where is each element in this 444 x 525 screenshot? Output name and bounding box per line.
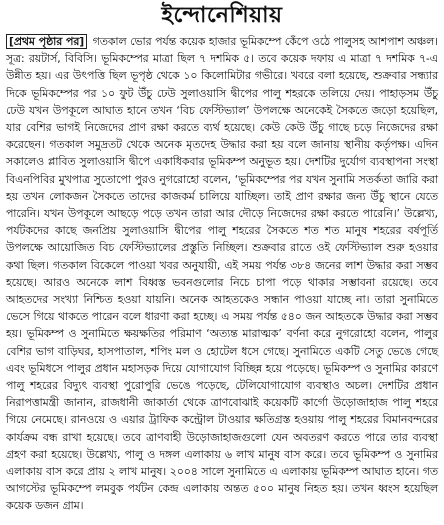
article-paragraph: গতকাল বিকেলে পাওয়া খবর অনুযায়ী, এই সময় পর্যন্ত ৩৮৪ জনের লাশ উদ্ধার করা সম্ভব হয়েছে। আরও অনেকে লাশ বিধ্বস্ত ভবনগুলোর নিচে চাপা পড়ে থাকার সম্ভাবনা রয়েছে। তবে আহতদের সংখ্যা নিশ্চিত হওয়া যায়নি। অনেক আহতকেও সন্ধান পাওয়া যাচ্ছে না। তারা সুনামিতে ভেসে গিয়ে থাকতে পারেন বলে ধারণা করা হচ্ছে। এ সময় পর্যন্ত ৫৪০ জন আহতকে উদ্ধার করা সম্ভব হয়। — [6, 258, 438, 341]
article-paragraph: ভূমিকম্প ও সুনামিতে ক্ষয়ক্ষতির পরিমাণ ‘অত্যন্ত মারাত্মক’ বর্ণনা করে নুগরোহো বলেন, পালুর বেশির ভাগ বাড়িঘর, হাসপাতাল, শপিং মল ও হোটেল ধসে গেছে। সুনামিতে একটি সেতু ভেঙে গেছে এবং ভূমিধসে পালুর প্রধান মহাসড়ক দিয়ে যোগাযোগ বিচ্ছিন্ন হয়ে পড়েছে। ভূমিকম্প ও সুনামির কারণে পালু শহরের বিদ্যুৎ ব্যবস্থা পুরোপুরি ভেঙে পড়েছে, টেলিযোগাযোগ ব্যবস্থাও অচল। দেশটির প্রধান নিরাপত্তামন্ত্রী জানান, রাজধানী জাকার্তা থেকে ত্রাণবোঝাই কয়েকটি কার্গো উড়োজাহাজ পালু শহরে গিয়ে নেমেছে। রানওয়ে ও এয়ার ট্রাফিক কন্ট্রোল টাওয়ার ক্ষতিগ্রস্ত হওয়ায় পালু শহরের বিমানবন্দরের কার্যক্রম বন্ধ রাখা হয়েছে। তবে ত্রাণবাহী উড়োজাহাজগুলো যেন অবতরণ করতে পারে তার ব্যবস্থা গ্রহণ করা হয়েছে। — [6, 327, 438, 461]
continuation-label: [প্রথম পৃষ্ঠার পর] — [6, 34, 87, 49]
headline: ইন্দোনেশিয়ায় — [161, 3, 283, 28]
article-paragraph: দেশটির দুর্যোগ ব্যবস্থাপনা সংস্থা বিএনপিবির মুখপাত্র সুতোপো পুরও নুগরোহো বলেন, ‘ভূমিকম্পের পর যখন সুনামি সতর্কতা জারি করা হয় তখন লোকজন সৈকতে তাদের কাজকর্ম চালিয়ে যাচ্ছিল। তাই প্রাণ রক্ষার জন্য উঁচু স্থানে যেতে পারেনি। যখন উপকূলে আছড়ে পড়ে তখন তারা আর দৌড়ে নিজেদের রক্ষা করতে পারেনি।’ উল্লেখ্য, পর্যটকদের কাছে জনপ্রিয় সুলাওয়াসি দ্বীপের পালু শহরের সৈকতে শত শত মানুষ শহরের বর্ষপূর্তি উপলক্ষে আয়োজিত বিচ ফেস্টিভ্যালের প্রস্তুতি নিচ্ছিল। শুক্রবার রাতে ওই ফেস্টিভ্যাল শুরু হওয়ার কথা ছিল। — [6, 155, 438, 272]
article-body — [6, 33, 438, 515]
article-paragraph: উল্লেখ্য, পালু ও দঙ্গল এলাকায় ৬ লাখ মানুষ বাস করে। তবে ভূমিকম্প ও সুনামির এলাকায় বাস করে প্রায় ২ লাখ মানুষ। ২০০৪ সালে সুনামিতে এ এলাকায় ভূমিকম্প আঘাত হানে। গত আগস্টের ভূমিকম্পে লমবুক পর্যটন কেন্দ্র এলাকায় অন্তত ৫০০ মানুষ নিহত হয়। তখন ধ্বংস হয়েছিল কয়েক ডজন গ্রাম। — [6, 447, 439, 513]
article-paragraph: গতকাল ভোর পর্যন্ত কয়েক হাজার ভূমিকম্পে কেঁপে ওঠে পালুসহ আশপাশ অঞ্চল। সূত্র: রয়টার্স, বিবিসি। ভূমিকম্পের মাত্রা ছিল ৭ দশমিক ৫। তবে কয়েক দফায় এ মাত্রা ৭ দশমিক ৭-এ উন্নীত হয়। এর উৎপত্তি ছিল ভূপৃষ্ঠ থেকে ১০ কিলোমিটার গভীরে। খবরে বলা হয়েছে, শুক্রবার সন্ধ্যার দিকে ভূমিকম্পের পর ১০ ফুট উঁচু ঢেউ সুলাওয়াসি দ্বীপের পালু শহরকে তলিয়ে দেয়। পাহাড়সম উঁচু ঢেউ যখন উপকূলে আঘাত হানে তখন ‘বিচ ফেস্টিভ্যাল’ উপলক্ষে অনেকেই সৈকতে জড়ো হয়েছিল, যার বেশির ভাগই নিজেদের প্রাণ রক্ষা করতে ব্যর্থ হয়েছে। কেউ কেউ উঁচু গাছে চড়ে নিজেদের রক্ষা করেছেন। গতকাল সমুদ্রতট থেকে অনেক মৃতদেহ উদ্ধার করা হয় বলে জানায় স্থানীয় কর্তৃপক্ষ। এদিন সকালেও প্লাবিত সুলাওয়াসি দ্বীপে একাধিকবার ভূমিকম্প অনুভূত হয়। — [6, 35, 439, 169]
